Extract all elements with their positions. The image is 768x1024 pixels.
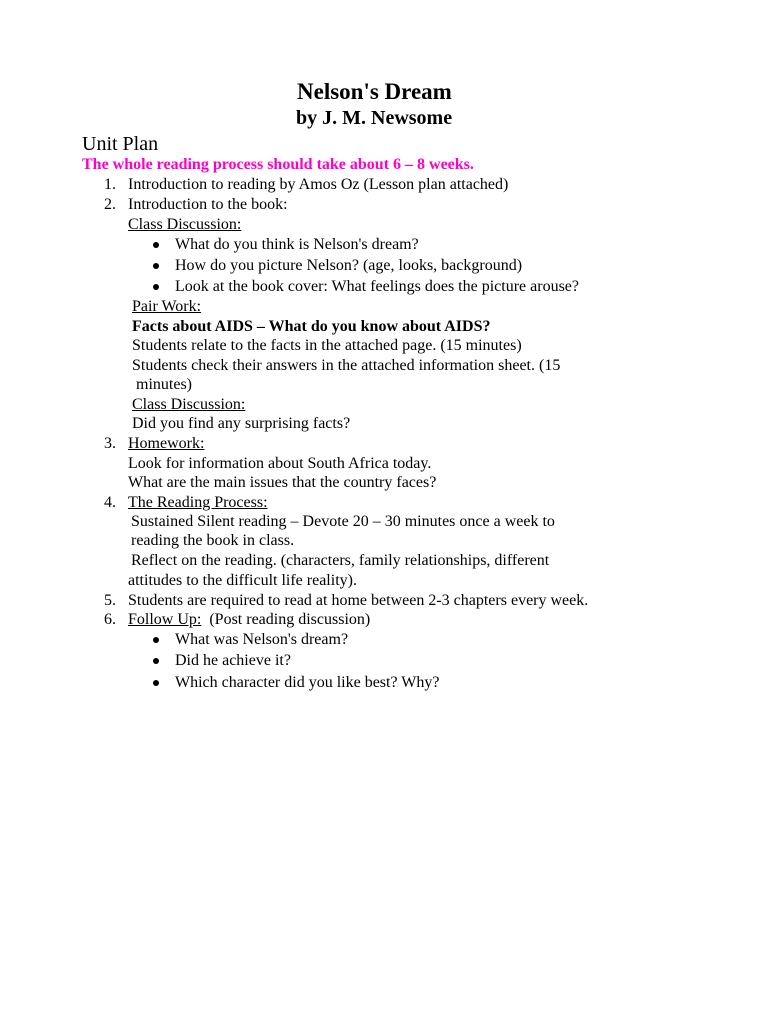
bullet-item: What was Nelson's dream? <box>175 631 349 648</box>
text-line: minutes) <box>136 376 192 393</box>
item-number: 2. <box>104 196 116 213</box>
bullet-icon <box>153 242 159 248</box>
bullet-icon <box>153 637 159 643</box>
unit-plan-heading: Unit Plan <box>82 133 159 155</box>
homework-label: Homework: <box>128 435 205 452</box>
bullet-item: Look at the book cover: What feelings does the picture arouse? <box>175 278 580 295</box>
class-discussion-label: Class Discussion: <box>132 396 246 413</box>
duration-note: The whole reading process should take about 6 – 8 weeks. <box>82 156 474 173</box>
text-line: Did you find any surprising facts? <box>132 415 351 432</box>
follow-up-line <box>128 610 370 630</box>
list-item: Introduction to the book: <box>128 196 288 213</box>
follow-up-label: Follow Up: <box>128 611 202 628</box>
item-number: 3. <box>104 435 116 452</box>
text-line: attitudes to the difficult life reality). <box>128 572 357 589</box>
pair-work-label: Pair Work: <box>132 298 202 315</box>
list-item: Students are required to read at home between 2-3 chapters every week. <box>128 592 589 609</box>
doc-author: by J. M. Newsome <box>296 107 453 129</box>
item-number: 6. <box>104 611 116 628</box>
item-number: 4. <box>104 494 116 511</box>
text-line: reading the book in class. <box>131 532 295 549</box>
text-line: Look for information about South Africa today. <box>128 455 432 472</box>
reading-process-label: The Reading Process: <box>128 494 268 511</box>
text-line: What are the main issues that the country faces? <box>128 474 437 491</box>
bullet-icon <box>153 680 159 686</box>
list-item: Introduction to reading by Amos Oz (Lesson plan attached) <box>128 176 509 193</box>
item-number: 1. <box>104 176 116 193</box>
bullet-icon <box>153 263 159 269</box>
bullet-item: What do you think is Nelson's dream? <box>175 236 419 253</box>
bullet-item: Did he achieve it? <box>175 652 291 669</box>
text-line: Students relate to the facts in the attached page. (15 minutes) <box>132 337 522 354</box>
facts-heading: Facts about AIDS – What do you know about AIDS? <box>132 318 491 335</box>
class-discussion-label: Class Discussion: <box>128 216 242 233</box>
bullet-icon <box>153 658 159 664</box>
doc-title: Nelson's Dream <box>297 79 452 104</box>
bullet-item: Which character did you like best? Why? <box>175 674 440 691</box>
text-line: Reflect on the reading. (characters, family relationships, different <box>131 552 550 569</box>
text-line: Students check their answers in the attached information sheet. (15 <box>132 357 561 374</box>
bullet-item: How do you picture Nelson? (age, looks, background) <box>175 257 523 274</box>
text-line: Sustained Silent reading – Devote 20 – 30 minutes once a week to <box>131 513 555 530</box>
bullet-icon <box>153 284 159 290</box>
item-number: 5. <box>104 592 116 609</box>
follow-up-suffix: (Post reading discussion) <box>201 611 371 628</box>
